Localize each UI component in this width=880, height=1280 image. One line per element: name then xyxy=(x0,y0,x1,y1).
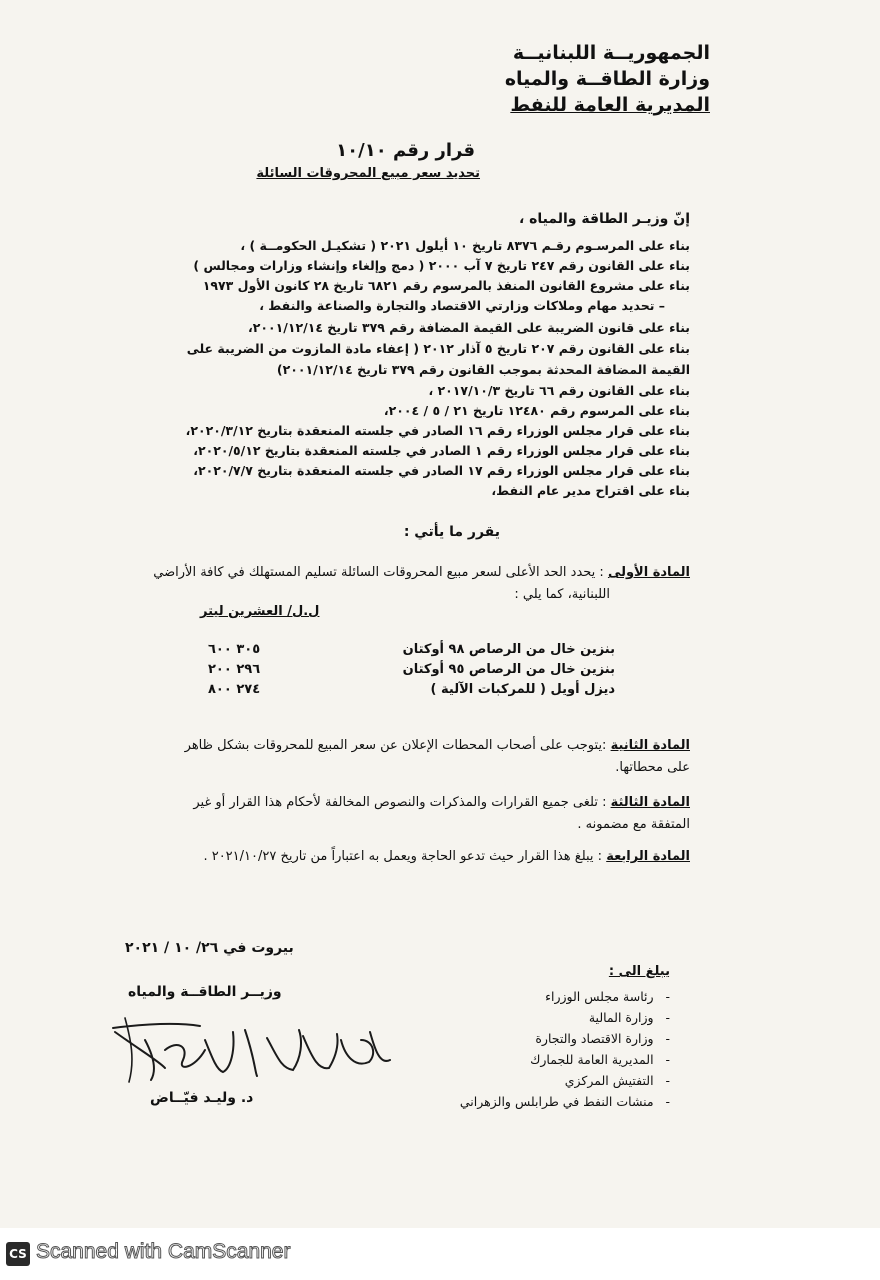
preamble-line: – تحديد مهام وملاكات وزارتي الاقتصاد والتجارة والصناعة والنفط ، xyxy=(259,298,665,313)
list-item: - المديرية العامة للجمارك xyxy=(530,1052,670,1067)
header-line-2: وزارة الطاقــة والمياه xyxy=(504,68,710,90)
price-row-product: بنزين خال من الرصاص ٩٥ أوكتان xyxy=(402,662,615,677)
list-item: - رئاسة مجلس الوزراء xyxy=(545,989,670,1004)
handwritten-signature xyxy=(105,1010,395,1090)
article-4-text: : يبلغ هذا القرار حيث تدعو الحاجة ويعمل به اعتباراً من تاريخ ٢٠٢١/١٠/٢٧ . xyxy=(203,849,603,864)
letterhead xyxy=(505,40,710,118)
preamble-line: بناء على قرار مجلس الوزراء رقم ١٦ الصادر في جلسته المنعقدة بتاريخ ٢٠٢٠/٣/١٢، xyxy=(185,423,690,438)
article-2-text-continued: على محطاتها. xyxy=(615,760,690,775)
article-3-text-continued: المتفقة مع مضمونه . xyxy=(577,817,690,832)
decides-heading: يقرر ما يأتي : xyxy=(403,524,500,540)
preamble-line: بناء على القانون رقم ٢٤٧ تاريخ ٧ آب ٢٠٠٠ ( دمج وإلغاء وإنشاء وزارات ومجالس ) xyxy=(193,258,690,273)
decision-subtitle: تحديد سعر مبيع المحروقات السائلة xyxy=(256,166,480,181)
price-row-value: ٣٠٥ ٦٠٠ xyxy=(208,642,261,657)
article-4 xyxy=(130,846,690,868)
article-2-text: :يتوجب على أصحاب المحطات الإعلان عن سعر المبيع للمحروقات بشكل ظاهر xyxy=(184,738,607,753)
list-item: - التفتيش المركزي xyxy=(564,1073,670,1088)
preamble-line: بناء على قانون الضريبة على القيمة المضافة رقم ٣٧٩ تاريخ ٢٠٠١/١٢/١٤، xyxy=(248,320,690,335)
signatory-name: د. وليـد فيّــاض xyxy=(150,1090,254,1106)
preamble-line: القيمة المضافة المحدثة بموجب القانون رقم ٣٧٩ تاريخ ٢٠٠١/١٢/١٤) xyxy=(276,362,690,377)
decision-title: قرار رقم ١٠/١٠ xyxy=(336,140,475,161)
place-date: بيروت في ٢٦/ ١٠ / ٢٠٢١ xyxy=(125,940,294,956)
price-unit-label: ل.ل/ العشرين ليتر xyxy=(200,604,320,619)
header-line-3: المديرية العامة للنفط xyxy=(510,94,710,116)
list-item: - وزارة المالية xyxy=(588,1010,670,1025)
signatory-role: وزيــر الطاقــة والمياه xyxy=(128,984,282,1000)
preamble-line: بناء على مشروع القانون المنفذ بالمرسوم رقم ٦٨٢١ تاريخ ٢٨ كانون الأول ١٩٧٣ xyxy=(202,278,690,293)
distribution-title: يبلغ الى : xyxy=(608,964,670,979)
preamble-line: بناء على قرار مجلس الوزراء رقم ١ الصادر في جلسته المنعقدة بتاريخ ٢٠٢٠/٥/١٢، xyxy=(193,443,690,458)
article-1-text: : يحدد الحد الأعلى لسعر مبيع المحروقات السائلة تسليم المستهلك في كافة الأراضي xyxy=(153,565,604,580)
article-1-label: المادة الأولى xyxy=(607,565,690,580)
price-row-value: ٢٩٦ ٢٠٠ xyxy=(208,662,261,677)
header-line-1: الجمهوريــة اللبنانيــة xyxy=(512,42,710,64)
article-3 xyxy=(130,792,690,814)
article-2 xyxy=(130,735,690,757)
preamble-line: بناء على القانون رقم ٦٦ تاريخ ٢٠١٧/١٠/٣ ، xyxy=(428,383,690,398)
price-row-value: ٢٧٤ ٨٠٠ xyxy=(208,682,261,697)
article-1 xyxy=(130,562,690,584)
distribution-list xyxy=(440,986,670,1112)
camscanner-logo: CS xyxy=(6,1242,30,1266)
preamble-line: إنّ وزيـر الطاقة والمياه ، xyxy=(518,211,690,227)
list-item: - منشات النفط في طرابلس والزهراني xyxy=(459,1094,670,1109)
price-row-product: ديزل أويل ( للمركبات الآلية ) xyxy=(430,682,615,697)
article-2-label: المادة الثانية xyxy=(610,738,690,753)
price-row-product: بنزين خال من الرصاص ٩٨ أوكتان xyxy=(402,642,615,657)
preamble-line: بناء على اقتراح مدير عام النفط، xyxy=(491,483,690,498)
preamble-line: بناء على المرسـوم رقـم ٨٣٧٦ تاريخ ١٠ أيلول ٢٠٢١ ( تشكيـل الحكومــة ) ، xyxy=(240,238,690,253)
article-3-text: : تلغى جميع القرارات والمذكرات والنصوص المخالفة لأحكام هذا القرار أو غير xyxy=(193,795,607,810)
preamble-line: بناء على القانون رقم ٢٠٧ تاريخ ٥ آذار ٢٠١٢ ( إعفاء مادة المازوت من الضريبة على xyxy=(186,341,690,356)
article-3-label: المادة الثالثة xyxy=(610,795,690,810)
article-4-label: المادة الرابعة xyxy=(606,849,690,864)
preamble-line: بناء على قرار مجلس الوزراء رقم ١٧ الصادر في جلسته المنعقدة بتاريخ ٢٠٢٠/٧/٧، xyxy=(193,463,690,478)
camscanner-watermark: Scanned with CamScanner xyxy=(36,1240,291,1263)
list-item: - وزارة الاقتصاد والتجارة xyxy=(535,1031,670,1046)
preamble-line: بناء على المرسوم رقم ١٢٤٨٠ تاريخ ٢١ / ٥ / ٢٠٠٤، xyxy=(383,403,690,418)
article-1-text-continued: اللبنانية، كما يلي : xyxy=(514,587,610,602)
